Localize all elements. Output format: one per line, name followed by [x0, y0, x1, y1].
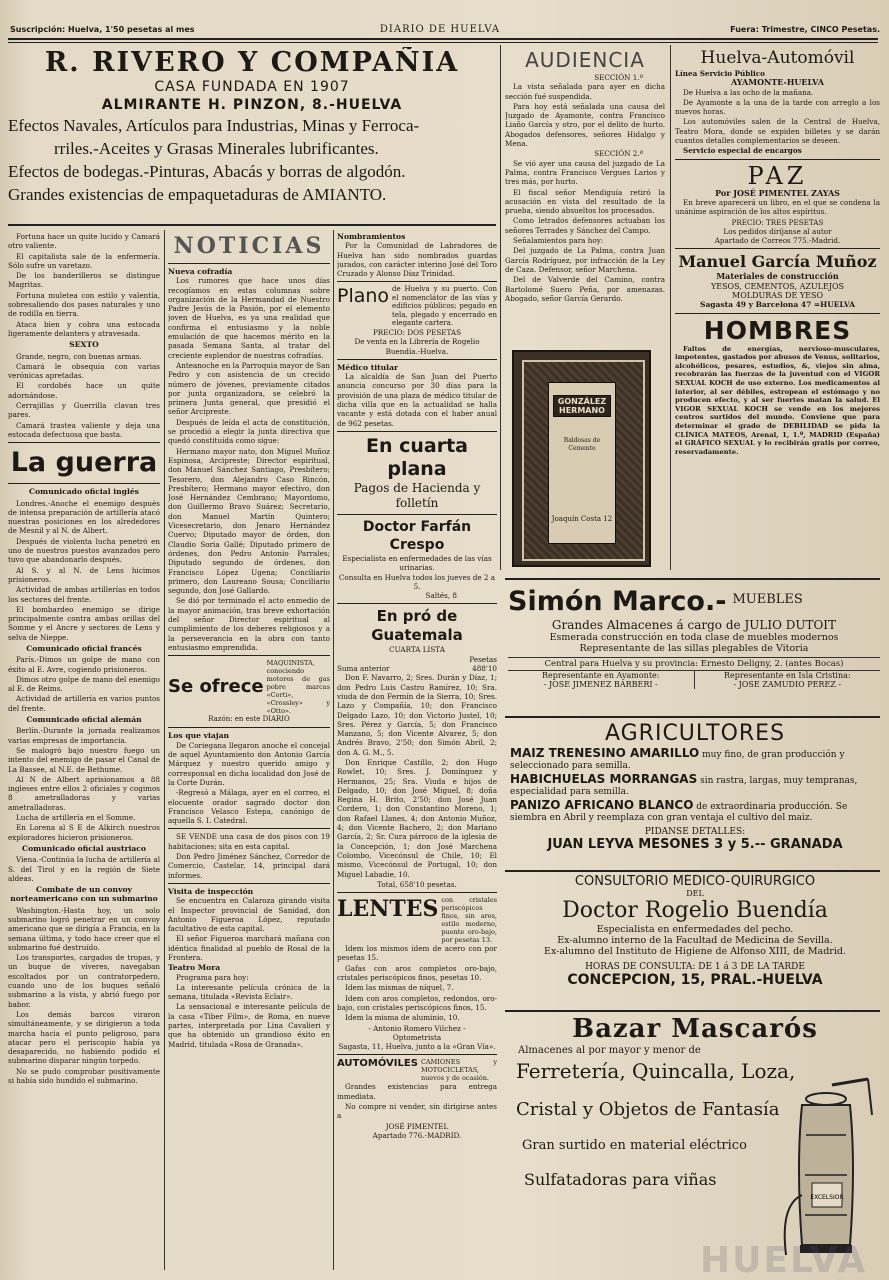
text-paragraph: Se dió por terminado el acto enmedio de la mayor animación, tras breve exhortación del señor Director espiritual al cumplimiento de los deberes religiosos y a la perseverancia en la obra con tanto entusiasmo emprendida.	[168, 596, 330, 652]
column-rule	[670, 45, 671, 570]
paz-address: Apartado de Correos 775.-Madrid.	[714, 236, 841, 246]
subheading: Teatro Mora	[168, 963, 221, 973]
garcia-munoz-heading: Manuel García Muñoz	[678, 252, 877, 272]
column-3	[337, 232, 497, 1272]
text-paragraph: Berlín.-Durante la jornada realizamos varias empresas de importancia.	[8, 726, 160, 745]
rivero-line: Efectos Navales, Artículos para Industrias, Minas y Ferroca-	[8, 116, 420, 135]
text-paragraph: Después de violenta lucha penetró en uno de nuestros puestos avanzados pero tuvo que abandonarlo después.	[8, 536, 160, 565]
text-paragraph: La vista señalada para ayer en dicha sección fué suspendida.	[505, 82, 665, 101]
text-paragraph: No compre ni vender, sin dirigirse antes a	[337, 1102, 497, 1121]
subheading: Combate de un convoy norteamericano con un submarino	[10, 885, 158, 904]
text-paragraph: Camará le obsequia con varias verónicas apretadas.	[8, 361, 160, 381]
paz-orders: Los pedidos diríjanse al autor	[723, 226, 832, 236]
cuarta-plana-sub: Pagos de Hacienda y folletín	[353, 480, 481, 510]
subheading: Comunicado oficial inglés	[29, 487, 139, 497]
rivero-ad	[8, 47, 496, 222]
section-rule	[505, 578, 880, 580]
rivero-address: ALMIRANTE H. PINZON, 8.-HUELVA	[101, 97, 403, 113]
text-paragraph: Dimos otro golpe de mano del enemigo al E. de Reims.	[8, 674, 160, 694]
text-paragraph: Cerrajillas y Guerrilla clavan tres pares.	[8, 401, 160, 420]
text-paragraph: Se vió ayer una causa del juzgado de La Palma, contra Francisco Vergues Larios y tres más, por hurto.	[505, 158, 665, 187]
consultorio-spec: Especialista en enfermedades del pecho.	[596, 924, 794, 935]
simon-marco-line: Representante de las sillas plegables de Vitoria	[579, 643, 809, 654]
simon-marco-ad	[508, 586, 880, 714]
rivero-line: Grandes existencias de empaquetaduras de AMIANTO.	[8, 185, 387, 204]
text-paragraph: Los transportes, cargados de tropas, y un buque de víveres, navegaban escoltados por un contratorpedero, cuando uno de los buques señaló submarino a la vista, y abrió fuego por babor.	[8, 953, 160, 1009]
text-paragraph: Al S. y al N. de Lens hicimos prisioneros.	[8, 565, 160, 584]
consultorio-title: CONSULTORIO MÉDICO-QUIRÚRGICO	[574, 874, 816, 889]
guatemala-suma-value: 488'10	[472, 664, 497, 674]
text-paragraph: Grande, negro, con buenas armas.	[16, 351, 142, 361]
text-paragraph: Lucha de artillería en el Somme.	[16, 813, 136, 823]
text-paragraph: -Regresó a Málaga, ayer en el correo, el elocuente orador sagrado doctor don Francisco Velasco Estepa, canónigo de aquella S. I. Catedral.	[168, 788, 330, 826]
garcia-munoz-items: MOLDURAS DE YESO	[732, 291, 823, 301]
text-paragraph: Fortuna muletea con estilo y valentía, sobresaliendo dos pases naturales y uno de rodilla en tierra.	[8, 290, 160, 319]
panizo-text: de extraordinaria producción. Se siembra en Abril y reemplaza con gran ventaja el cultivo del maiz.	[510, 802, 848, 823]
text-paragraph: Para hoy está señalada una causa del Juzgado de Ayamonte, contra Francisco Liaño García y otro, por el delito de hurto. Abogados defensores, señores Hidalgo y Mena.	[505, 101, 665, 149]
bazar-line: Cristal y Objetos de Fantasía	[516, 1099, 780, 1120]
column-2	[168, 232, 330, 1272]
text-paragraph: De Huelva a las ocho de la mañana.	[683, 87, 814, 97]
farfan-spec: Especialista en enfermedades de las vías urinarias.	[342, 553, 492, 573]
guatemala-headline: En pró de Guatemala	[371, 607, 463, 645]
masthead-rule	[8, 38, 878, 40]
farfan-consult: Consulta en Huelva todos los jueves de 2 a 5.	[338, 572, 496, 591]
subheading: Comunicado oficial alemán	[26, 715, 142, 725]
plano-text: de Huelva y su puerto. Con el nomenclátor de las vías y edificios públicos; pegado en tela, plegado y encerrado en elegante cartera.	[392, 285, 497, 328]
text-paragraph: Ataca bien y cobra una estocada ligeramente delantera y atravesada.	[8, 319, 160, 338]
text-paragraph: Don F. Navarro, 2; Sres. Durán y Díaz, 1; don Pedro Luis Castro Ramírez, 10; Sra. viuda de don Fermín de la Sierra, 10; Sres. Lazo y Compañía, 10; don Francisco Delgado Lazo, 10; don Victorio Justel, 10; Sres. Pérez y García, 5; don Francisco Manzano, 5; don Vicente Alvarez, 5; don Andrés Bravo, 2'50; don Simón Abril, 2; don A. G. M., 5.	[337, 673, 497, 757]
text-paragraph: Al N de Albert aprisionamos a 88 ingleses entre ellos 2 oficiales y cogimos 8 ametralladoras y varias ametralladoras.	[8, 774, 160, 812]
bazar-title: Bazar Mascarós	[572, 1014, 818, 1044]
section-rule	[505, 1010, 880, 1012]
simon-marco-central: Central para Huelva y su provincia: Ernesto Deligny, 2. (antes Bocas)	[508, 657, 880, 671]
text-paragraph: Por la Comunidad de Labradores de Huelva han sido nombrados guardas jurados, con carácter interino José del Toro Cruzado y Alonso Díaz Trinidad.	[337, 241, 497, 279]
agricultores-ad	[510, 720, 880, 868]
consultorio-spec: Ex-alumno del Instituto de Higiene de Alfonso XIII, de Madrid.	[544, 946, 846, 957]
text-paragraph: Como letrados defensores actuaban los señores Terrades y Sánchez del Campo.	[505, 216, 665, 235]
text-paragraph: De los banderilleros se distingue Magritas.	[8, 271, 160, 290]
automoviles-name: JOSÉ PIMENTEL	[385, 1121, 449, 1131]
text-paragraph: Programa para hoy:	[176, 972, 249, 982]
text-paragraph: Anteanoche en la Parroquia mayor de San Pedro y con asistencia de un crecido número de jóvenes, previamente citados por junta organizadora, se celebró la primera Junta general, que presidió el señor Arcipreste.	[168, 360, 330, 417]
rep-isla-label: Representante en Isla Cristina:	[723, 671, 851, 680]
ad-panel	[548, 382, 616, 544]
rep-isla-name: - JOSE ZAMUDIO PEREZ -	[733, 680, 842, 689]
simon-marco-almacenes: Grandes Almacenes á cargo de JULIO DUTOIT	[551, 618, 837, 632]
automoviles-intro: CAMIONES y MOTOCICLETAS, nuevos y de ocasión.	[420, 1058, 497, 1083]
text-paragraph: La alcaldía de San Juan del Puerto anuncia concurso por 30 días para la provisión de una plaza de médico titular de dicha villa que en la actualidad se halla vacante y está dotada con el haber anual de 962 pesetas.	[337, 372, 497, 428]
text-paragraph: Grandes existencias para entrega inmediata.	[337, 1082, 497, 1101]
text-paragraph: El fiscal señor Mendiguía retiró la acusación en vista del resultado de la prueba, siendo absueltos los procesados.	[505, 187, 665, 216]
text-paragraph: En breve aparecerá un libro, en el que se condena la unánime aspiración de los altos espíritus.	[675, 197, 880, 217]
farfan-headline: Doctor Farfán Crespo	[362, 518, 472, 553]
bazar-sub: Almacenes al por mayor y menor de	[518, 1045, 701, 1056]
rivero-rule	[8, 224, 496, 226]
subheading: Comunicado oficial austriaco	[22, 843, 146, 853]
maiz-label: MAIZ TRENESINO AMARILLO	[510, 746, 700, 760]
column-rule	[500, 45, 501, 570]
maiz-text: muy fino, de gran producción y seleccionado para semilla.	[510, 750, 845, 771]
text-paragraph: El señor Figueroa marchará mañana con idéntica finalidad al pueblo de Rosal de la Frontera.	[168, 934, 330, 962]
ofrece-razon: Razón: en este DIARIO	[208, 715, 290, 724]
text-paragraph: Se malogró bajo nuestro fuego un intento del enemigo de pasar el Canal de La Bassee, al N.E. de Bethume.	[8, 745, 160, 774]
auto-route: AYAMONTE-HUELVA	[731, 77, 824, 88]
text-paragraph: Señalamientos para hoy:	[513, 236, 604, 246]
text-paragraph: Se encuentra en Calaroza girando visita el Inspector provincial de Sanidad, don Antonio Figueroa López, reputado facultativo de esta capital.	[168, 896, 330, 934]
habichuelas-text: sin rastra, largas, muy tempranas, especialidad para semilla.	[510, 776, 858, 797]
consultorio-doctor: Doctor Rogelio Buendía	[562, 898, 828, 923]
lentes-address: Sagasta, 11, Huelva, junto a la «Gran Vía».	[338, 1042, 496, 1052]
text-paragraph: Actividad de artillería en varios puntos del frente.	[8, 694, 160, 713]
pidanse: PIDANSE DETALLES:	[644, 827, 746, 837]
rivero-founded: CASA FUNDADA EN 1907	[154, 79, 350, 95]
text-paragraph: Don Pedro Jiménez Sánchez, Corredor de Comercio, Castelar, 14, principal dará informes.	[168, 852, 330, 880]
subheading: Visita de inspección	[168, 886, 254, 896]
plano-headline: Plano	[337, 285, 390, 308]
auto-line: Línea Servicio Público	[675, 69, 765, 78]
gonzalez-product: Baldosas de Cemento	[563, 437, 601, 452]
agricultores-heading: AGRICULTORES	[604, 721, 786, 746]
plano-price: PRECIO: DOS PESETAS	[372, 327, 462, 337]
bazar-line: Gran surtido en material eléctrico	[522, 1138, 747, 1153]
consultorio-address: CONCEPCION, 15, PRAL.-HUELVA	[567, 972, 823, 988]
subscription-outside: Fuera: Trimestre, CINCO Pesetas.	[730, 25, 880, 34]
archive-watermark: HUELVA	[700, 1240, 868, 1280]
gonzalez-name: GONZÁLEZ HERMANO	[553, 395, 611, 417]
subheading: Comunicado oficial francés	[26, 643, 142, 653]
subheading: Médico titular	[337, 362, 398, 372]
juan-leyva-address: JUAN LEYVA MESONES 3 y 5.-- GRANADA	[547, 837, 843, 852]
text-paragraph: Don Enrique Castillo, 2; don Hugo Rowlet, 10; Sres. J. Domínguez y Hermanos, 25; Sra. Viuda e hijos de Delgado, 10; don José Miguel, 8; doña Regina H. Brito, 2'50; don José Juan Cordero, 1; don Constantino Moreno, 1; don Rafael Llanes, 4; don Antonio Muñoz, 4; don Vicente Bachero, 2; don Mariano García, 2; Sr. Cura párroco de la iglesia de la Concepción, 1; don José Marchena Colombo, Vicecónsul de Chile, 10; El mismo, Vicecónsul de Portugal, 10; don Miguel Labadie, 10.	[337, 758, 497, 879]
text-paragraph: Washington.-Hasta hoy, un solo submarino logró penetrar en un convoy americano que se dirigía a Francia, en la semana última, y todo hace creer que el submarino fué destruído.	[8, 905, 160, 952]
hombres-text: Faltos de energías, nervioso-musculares, impotentes, gastados por abusos de Venus, solitarios, alcohólicos, pesares, estudios, &, viejos sin alma, recobrarán las fuerzas de la juventud con el VIGOR SEXUAL KOCH de uso externo. Los medicamentos al interior, al ser débiles, estropean el estómago y no producen efecto, y al ser fuertes matan la salud. El VIGOR SEXUAL KOCH se vende en los mejores centros surtidos del mundo. Conviene que para determinar el grado de DEBILIDAD se pida la CLÍNICA MATEOS, Arenal, 1, 1.º, MADRID (España) el GRÁFICO SEXUAL y lo recibirán gratis por correo, reservadamente.	[675, 344, 880, 456]
text-paragraph: El capitalista sale de la enfermería. Sólo sufre un varetazo.	[8, 251, 160, 270]
audiencia-heading: AUDIENCIA	[525, 48, 645, 72]
column-rule	[164, 230, 165, 1270]
lentes-headline: LENTES	[337, 896, 439, 923]
text-paragraph: Los rumores que hace unos días recogíamos en estas columnas sobre organización de la Hermandad de Nuestro Padre Jesús de la Pasión, por el elemento joven de Huelva, es ya una realidad que confirma el entusiasmo y la noble emulación de que hacemos mérito en la pasada Semana Santa, al tratar del creciente esplendor de nuestras cofradías.	[168, 276, 330, 360]
consultorio-del: DEL	[686, 889, 704, 898]
text-paragraph: Los automóviles salen de la Central de Huelva, Teatro Mora, donde se expiden billetes y se darán cuantos detalles complementarios se deseen.	[675, 117, 880, 146]
bazar-line: Sulfatadoras para viñas	[524, 1170, 717, 1189]
ofrece-headline: Se ofrece	[168, 676, 264, 698]
column-1	[8, 232, 160, 1272]
garcia-munoz-sub: Materiales de construcción	[716, 271, 839, 282]
subscription-note: Suscripción: Huelva, 1'50 pesetas al mes	[10, 25, 195, 34]
farfan-address: Saltés, 8	[425, 591, 457, 601]
text-paragraph: No se pudo comprobar positivamente si había sido hundido el submarino.	[8, 1066, 160, 1086]
lentes-intro: con cristales periscópicos finos, sin aros, estilo moderno, puente oro-bajo, por pesetas 13.	[441, 896, 497, 945]
section-label: SEXTO	[69, 340, 99, 350]
text-paragraph: Servicio especial de encargos	[683, 146, 802, 156]
text-paragraph: Londres.-Anoche el enemigo después de intensa preparación de artillería atacó nuestras posiciones en los alrededores de Mesnil y al N. de Albert.	[8, 498, 160, 536]
column-rule	[333, 230, 334, 1270]
rivero-line: rriles.-Aceites y Grasas Minerales lubrificantes.	[54, 139, 379, 158]
text-paragraph: Camará trastea valiente y deja una estocada defectuosa que basta.	[8, 420, 160, 439]
text-paragraph: Después de leída el acta de constitución, se procedió a elegir la junta directiva que quedó constituída como sigue:	[168, 417, 330, 446]
text-paragraph: Actividad de ambas artillerías en todos los sectores del frente.	[8, 585, 160, 604]
text-paragraph: Del juzgado de La Palma, contra Juan García Rodríguez, por infracción de la Ley de Caza. Defensor, señor Marchena.	[505, 246, 665, 274]
simon-marco-name: Simón Marco.-	[508, 586, 727, 617]
text-paragraph: París.-Dimos un golpe de mano con éxito al E. Avre, cogiendo prisioneros.	[8, 655, 160, 674]
huelva-automovil-heading: Huelva-Automóvil	[700, 48, 855, 68]
text-paragraph: En Lorena al S E de Alkirch nuestros exploradores hicieron prisioneros.	[8, 823, 160, 842]
text-paragraph: SE VENDE una casa de dos pisos con 19 habitaciones; sita en esta capital.	[168, 832, 330, 851]
text-paragraph: Del de Valverde del Camino, contra Bartolomé Suero Peña, por amenazas. Abogado, señor García Gerardo.	[505, 275, 665, 303]
panizo-label: PANIZO AFRICANO BLANCO	[510, 798, 694, 812]
guatemala-sub: CUARTA LISTA	[389, 645, 445, 655]
text-paragraph: Gafas con aros completos oro-bajo, cristales periscópicos finos, pesetas 10.	[337, 963, 497, 983]
lentes-optometrist: Optometrista	[392, 1032, 442, 1042]
simon-marco-muebles: MUEBLES	[732, 592, 803, 607]
guatemala-pesetas: Pesetas	[469, 654, 497, 664]
text-paragraph: Los demás barcos viraron simultáneamente, y se dirigieron a toda marcha hacia el punto peligroso, para atacar pero el periscopio había ya desaparecido, no habiendo podido el submarino disparar ningún torpedo.	[8, 1009, 160, 1066]
subheading: Los que viajan	[168, 731, 230, 741]
rivero-line: Efectos de bodegas.-Pinturas, Abacás y borras de algodón.	[8, 162, 406, 181]
subheading: Nombramientos	[337, 232, 406, 241]
text-paragraph: De Ayamonte a la una de la tarde con arreglo a los nuevos horas.	[675, 97, 880, 117]
text-paragraph: Fortuna hace un quite lucido y Camará otro valiente.	[8, 232, 160, 251]
masthead-rule-thin	[8, 42, 878, 43]
consultorio-ad	[510, 874, 880, 1004]
text-paragraph: Idem la misma de aluminio, 10.	[345, 1013, 460, 1023]
hombres-heading: HOMBRES	[703, 315, 852, 345]
column-5	[675, 47, 880, 567]
rep-ayamonte-label: Representante en Ayamonte:	[542, 671, 660, 680]
simon-marco-line: Esmerada construcción en toda clase de muebles modernos	[549, 632, 839, 643]
subheading: Nueva cofradía	[168, 267, 233, 276]
paz-price: PRECIO: TRES PESETAS	[731, 217, 824, 227]
bazar-line: Ferretería, Quincalla, Loza,	[516, 1059, 796, 1083]
text-paragraph: El cordobés hace un quite adornándose.	[8, 381, 160, 400]
section-label: SECCIÓN 1.ª	[594, 73, 643, 82]
bazar-ad	[510, 1013, 880, 1275]
paz-heading: PAZ	[747, 161, 808, 190]
gonzalez-address: Joaquín Costa 12	[551, 515, 613, 523]
plano-sale: De venta en la Librería de Rogelio Buendía.-Huelva.	[354, 337, 480, 356]
cuarta-plana-headline: En cuarta plana	[365, 434, 468, 480]
section-rule	[505, 716, 880, 718]
garcia-munoz-address: Sagasta 49 y Barcelona 47 =HUELVA	[700, 300, 855, 310]
paper-name: DIARIO DE HUELVA	[379, 24, 501, 35]
text-paragraph: Hermano mayor nato, don Miguel Muñoz Espinosa, Arcipreste; Director espiritual, don Manuel Sánchez Santiago, Presbítero; Tesorero, don Alejandro Caso Rincón, Presbítero; Hermano mayor efectivo, don José Hernández Cembrano; Mayordomo, don Guillermo Bravo Suárez; Secretario, don Manuel Martín Quintero; Vicesecretario, don Jenaro Hernández Cuervo; Diputado mayor de órden, don Claudio Soria Gallé; Diputado primero de órdenes, don Pedro Antonio Parrales; Diputado segundo de órdenes, don Francisco López Ugena; Conciliario primero, don Laureano Sousa; Conciliario segundo, don José Gallardo.	[168, 446, 330, 596]
noticias-heading: NOTICIAS	[173, 233, 325, 259]
ofrece-details: MAQUINISTA, conociendo motores de gas pobre marcas «Corti», «Crossley» y «Otto».	[266, 659, 330, 716]
text-paragraph: La interesante película crónica de la semana, titulada «Revista Eclair».	[168, 982, 330, 1002]
text-paragraph: El bombardeo enemigo se dirige principalmente contra ambas orillas del Somme y el Ancre y sectores de Lens y selva de Nieppe.	[8, 604, 160, 642]
text-paragraph: La sensacional e interesante película de la casa «Tiber Film», de Roma, en nueve partes, interpretada por Lina Cavalieri y que ha obtenido un grandioso éxito en Madrid, titulada «Rosa de Granada».	[168, 1002, 330, 1049]
guerra-headline: La guerra	[10, 447, 158, 479]
automoviles-headline: AUTOMÓVILES	[337, 1058, 418, 1070]
rep-ayamonte-name: - JOSE JIMENEZ BARBERI -	[543, 680, 658, 689]
garcia-munoz-items: YESOS, CEMENTOS, AZULEJOS	[710, 281, 845, 291]
section-rule	[505, 870, 880, 872]
section-label: SECCIÓN 2.ª	[594, 149, 643, 159]
column-4	[505, 47, 665, 347]
text-paragraph: Idem con aros completos, redondos, oro-bajo, con cristales periscópicos finos, 15.	[337, 993, 497, 1012]
consultorio-hours: HORAS DE CONSULTA: DE 1 á 3 DE LA TARDE	[585, 962, 805, 972]
text-paragraph: De Coriegana llegaron anoche el concejal de aquel Ayuntamiento don Antonio García Márquez y nuestro querido amigo y corresponsal en dicha localidad don José de la Corte Durán.	[168, 740, 330, 787]
text-paragraph: Viena.-Continúa la lucha de artillería al S. del Tirol y en la región de Siete aldeas.	[8, 855, 160, 883]
machine-brand: EXCELSIOR	[810, 1194, 844, 1201]
consultorio-spec: Ex-alumno interno de la Facultad de Medicina de Sevilla.	[557, 935, 833, 946]
paz-author: Por JOSÉ PIMENTEL ZAYAS	[715, 187, 840, 198]
text-paragraph: Idem las mismas de níquel, 7.	[345, 983, 454, 993]
gonzalez-ad	[512, 350, 651, 567]
lentes-signature: - Antonio Romero Vilchez -	[368, 1023, 466, 1033]
rivero-name: R. RIVERO Y COMPAÑIA	[44, 47, 460, 78]
habichuelas-label: HABICHUELAS MORRANGAS	[510, 772, 698, 786]
text-paragraph: Idem los mismos ídem de acero con por pesetas 15.	[337, 944, 497, 963]
guatemala-total: Total, 658'10 pesetas.	[377, 879, 457, 889]
automoviles-address: Apartado 776.-MADRID.	[372, 1130, 462, 1140]
guatemala-suma-label: Suma anterior	[337, 664, 390, 674]
